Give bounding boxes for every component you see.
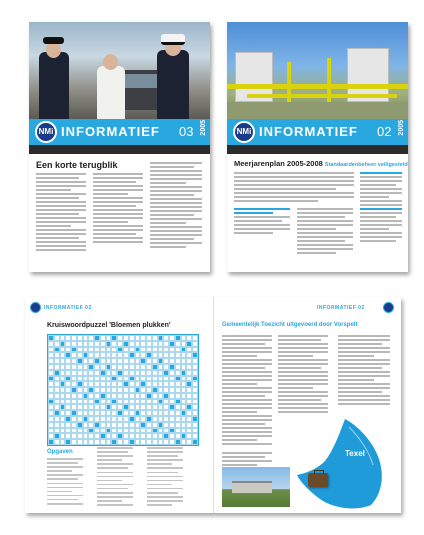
masthead-title: INFORMATIEF — [259, 124, 358, 139]
newsletter-page-03 — [29, 22, 210, 272]
article-column-1-continued — [222, 452, 272, 468]
right-page-header: INFORMATIEF 02 — [317, 305, 365, 311]
crossword-title: Kruiswoordpuzzel 'Bloemen plukken' — [47, 322, 171, 329]
nmi-logo-icon — [383, 302, 394, 313]
intro-band — [29, 145, 210, 154]
heading-main: Meerjarenplan 2005-2008 — [234, 159, 323, 168]
crossword-grid[interactable] — [47, 334, 199, 446]
text-column-3 — [150, 162, 202, 250]
nmi-logo-icon: NMi — [35, 121, 57, 143]
article-heading: Gemeentelijk Toezicht uitgevoerd door Vorspelt — [222, 322, 358, 328]
masthead-year: 2005 — [200, 120, 207, 136]
crossword-cell[interactable] — [192, 439, 198, 445]
clues-column-3 — [147, 447, 183, 508]
article-column-2 — [278, 335, 328, 415]
text-column-1 — [36, 173, 86, 253]
heading-accent: Standaardenbeheer veiligesteld — [324, 162, 408, 168]
masthead-band — [29, 119, 210, 145]
masthead-title: INFORMATIEF — [61, 124, 160, 139]
clues-column-2 — [97, 447, 133, 508]
cover-photo-officers — [29, 22, 210, 119]
intro-paragraph — [234, 172, 354, 204]
text-column-2 — [93, 173, 143, 245]
clues-heading: Opgaven — [47, 449, 73, 455]
left-page-header: INFORMATIEF 02 — [44, 305, 92, 311]
article-column-1 — [222, 335, 272, 447]
newsletter-spread — [25, 297, 401, 513]
article-heading — [234, 159, 408, 168]
suitcase-icon — [308, 473, 328, 487]
cover-photo-gas-station — [227, 22, 408, 119]
text-column-2 — [297, 208, 353, 256]
office-photo — [222, 467, 290, 507]
sidebar-column — [360, 172, 402, 244]
page-fold — [213, 297, 214, 513]
masthead-band — [227, 119, 408, 145]
texel-map — [287, 417, 395, 511]
nmi-logo-icon: NMi — [233, 121, 255, 143]
masthead-year: 2005 — [398, 120, 405, 136]
intro-band — [227, 145, 408, 154]
article-heading: Een korte terugblik — [36, 160, 118, 170]
text-column-1 — [234, 208, 290, 236]
article-column-3 — [338, 335, 390, 407]
issue-number: 02 — [377, 124, 392, 139]
newsletter-page-02 — [227, 22, 408, 272]
issue-number: 03 — [179, 124, 194, 139]
texel-island-shape — [297, 419, 382, 508]
clues-column-1 — [47, 458, 83, 507]
texel-map-label: Texel — [345, 449, 365, 458]
nmi-logo-icon — [30, 302, 41, 313]
